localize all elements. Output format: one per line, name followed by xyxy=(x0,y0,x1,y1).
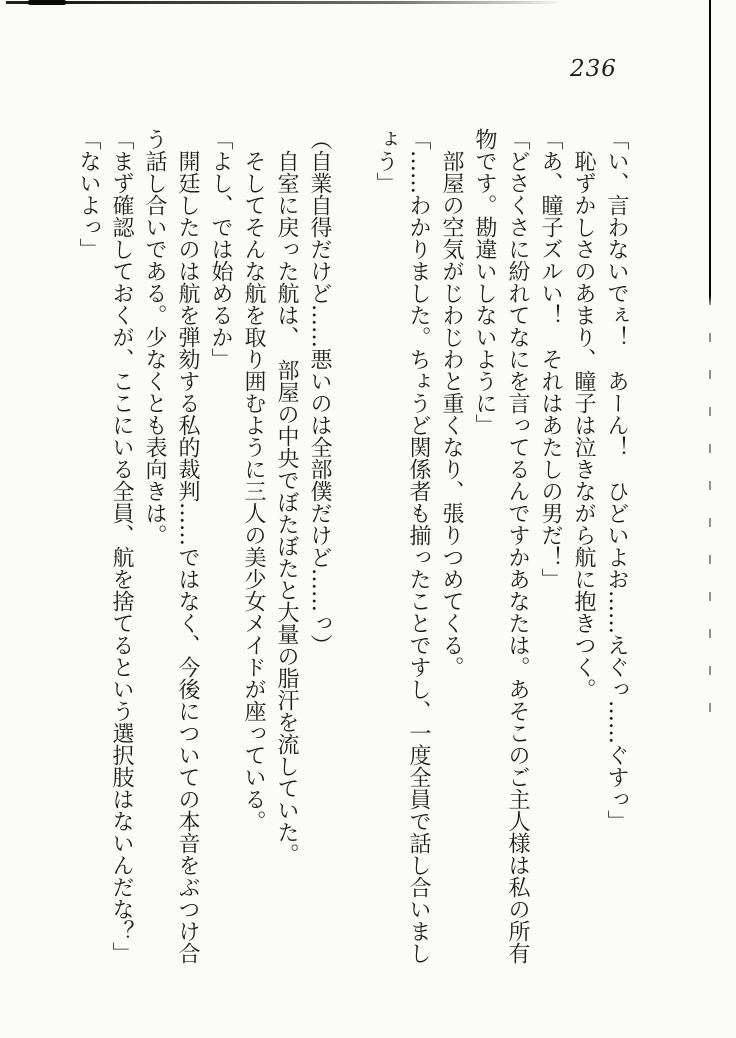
top-border-line xyxy=(6,1,562,4)
paragraph-narration: 開廷したのは航を弾劾する私的裁判……ではなく、今後についての本音をぶつけ合う話し合いである。少なくとも表向きは。 xyxy=(142,128,200,964)
paragraph-dialogue: 「い、言わないでぇ！ あーん！ ひどいよお……えぐっ……ぐすっ」 xyxy=(604,128,629,832)
novel-text-block xyxy=(72,128,633,968)
paragraph-narration: 自室に戻った航は、 部屋の中央でぼたぼたと大量の脂汗を流していた。 xyxy=(274,128,299,865)
paragraph-dialogue: 「どさくさに紛れてなにを言ってるんですかあなたは。あそこのご主人様は私の所有物です。勘違いしないように」 xyxy=(472,128,530,964)
paragraph-dialogue: 「……わかりました。ちょうど関係者も揃ったことですし、一度全員で話し合いましょう」 xyxy=(373,128,431,964)
paragraph-narration: 恥ずかしさのあまり、瞳子は泣きながら航に抱きつく。 xyxy=(571,128,596,700)
paragraph-inner-monologue: （自業自得だけど……悪いのは全部僕だけど……っ） xyxy=(307,128,332,656)
paragraph-dialogue: 「ないよっ」 xyxy=(76,128,101,260)
page-number: 236 xyxy=(570,56,617,82)
blank-line xyxy=(336,128,369,968)
right-border-line xyxy=(709,0,711,726)
paragraph-dialogue: 「まず確認しておくが、ここにいる全員、航を捨てるという選択肢はないんだな？」 xyxy=(109,128,134,964)
paragraph-dialogue: 「よし、では始めるか」 xyxy=(208,128,233,370)
paragraph-narration: そしてそんな航を取り囲むように三人の美少女メイドが座っている。 xyxy=(241,128,266,832)
paragraph-dialogue: 「あ、瞳子ズルい！ それはあたしの男だ！」 xyxy=(538,128,563,590)
paragraph-narration: 部屋の空気がじわじわと重くなり、張りつめてくる。 xyxy=(439,128,464,678)
